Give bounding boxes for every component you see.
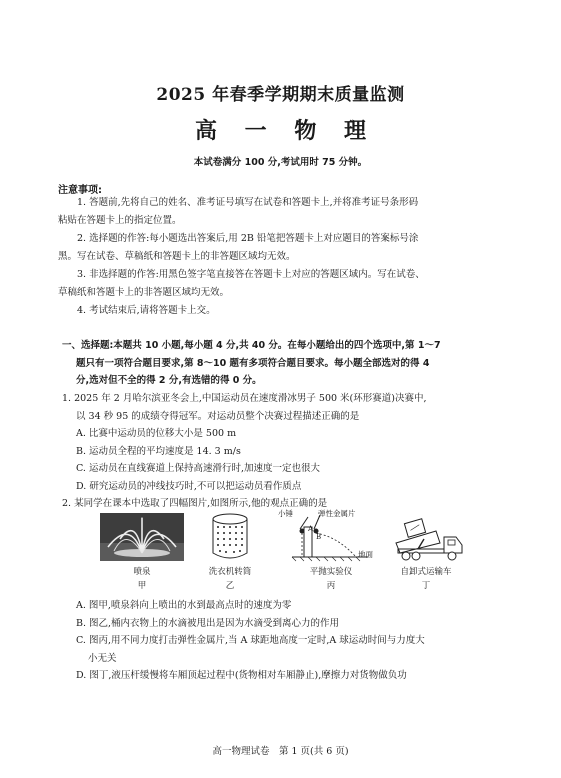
q1-stem-line-2: 以 34 秒 95 的成绩夺得冠军。对运动员整个决赛过程描述正确的是 (76, 410, 360, 422)
projectile-apparatus-label: 丙 (326, 581, 336, 591)
dump-truck-caption: 自卸式运输车 (400, 567, 452, 577)
q1-option-d: D. 研究运动员的冲线技巧时,不可以把运动员看作质点 (76, 480, 302, 492)
q2-option-a: A. 图甲,喷泉斜向上喷出的水到最高点时的速度为零 (76, 600, 292, 611)
ground-label: 地面 (358, 550, 373, 559)
fountain-figure (100, 513, 184, 561)
ball-a-label: A (308, 525, 314, 533)
notice-item-1-line-2: 粘贴在答题卡上的指定位置。 (58, 215, 182, 226)
q2-option-b: B. 图乙,桶内衣物上的水滴被甩出是因为水滴受到离心力的作用 (76, 617, 340, 629)
washer-drum-image (208, 513, 252, 565)
q1-stem-line-1: 1. 2025 年 2 月哈尔滨亚冬会上,中国运动员在速度滑冰男子 500 米(环形赛道)决赛中, (62, 393, 427, 404)
notice-item-4: 4. 考试结束后,请将答题卡上交。 (77, 305, 216, 316)
question-1 (62, 390, 512, 495)
washer-drum-label: 乙 (225, 581, 235, 591)
fountain-image (100, 513, 184, 561)
q1-option-b: B. 运动员全程的平均速度是 14. 3 m/s (76, 445, 241, 457)
notice-heading: 注意事项: (58, 185, 102, 196)
notice-list (58, 194, 510, 320)
fountain-label: 甲 (137, 581, 147, 591)
metal-plate-label: 弹性金属片 (318, 509, 356, 518)
section-1-instructions (62, 337, 514, 390)
projectile-apparatus-caption: 平抛实验仪 (309, 567, 353, 577)
subject-title: 高 一 物 理 (195, 118, 376, 144)
exam-title: 2025 年春季学期期末质量监测 (156, 85, 405, 105)
section-1-line-1: 一、选择题:本题共 10 小题,每小题 4 分,共 40 分。在每小题给出的四个选项中,第 1～7 (62, 340, 441, 351)
dump-truck-image (388, 513, 468, 563)
section-1-line-3: 分,选对但不全的得 2 分,有选错的得 0 分。 (76, 375, 262, 386)
dump-truck-figure (388, 513, 468, 563)
notice-item-2-line-1: 2. 选择题的作答:每小题选出答案后,用 2B 铅笔把答题卡上对应题目的答案标号涂 (77, 233, 419, 244)
page-footer: 高一物理试卷 第 1 页(共 6 页) (212, 746, 349, 757)
notice-item-3-line-2: 草稿纸和答题卡上的非答题区域均无效。 (58, 287, 230, 298)
notice-item-3-line-1: 3. 非选择题的作答:用黑色签字笔直接答在答题卡上对应的答题区域内。写在试卷、 (77, 269, 425, 280)
q2-option-c-line-1: C. 图丙,用不同力度打击弹性金属片,当 A 球距地高度一定时,A 球运动时间与力度大 (76, 635, 425, 646)
dump-truck-label: 丁 (421, 581, 431, 591)
q2-options (62, 597, 512, 685)
section-1-line-2: 题只有一项符合题目要求,第 8～10 题有多项符合题目要求。每小题全部选对的得 4 (76, 357, 430, 369)
notice-item-1-line-1: 1. 答题前,先将自己的姓名、准考证号填写在试卷和答题卡上,并将准考证号条形码 (77, 197, 419, 208)
hammer-label: 小锤 (278, 509, 293, 518)
q2-option-c-line-2: 小无关 (88, 652, 117, 664)
notice-item-2-line-2: 黑。写在试卷、草稿纸和答题卡上的非答题区域均无效。 (58, 251, 296, 262)
washer-drum-figure (208, 513, 252, 565)
q2-option-d: D. 图丁,液压杆缓慢将车厢顶起过程中(货物相对车厢静止),摩擦力对货物做负功 (76, 670, 407, 681)
q2-stem: 2. 某同学在课本中选取了四幅图片,如图所示,他的观点正确的是 (62, 498, 328, 509)
ball-b-label: B (316, 533, 322, 541)
q1-option-a: A. 比赛中运动员的位移大小是 500 m (76, 428, 237, 439)
q2-figures (90, 509, 480, 603)
washer-drum-caption: 洗衣机转筒 (208, 567, 252, 577)
score-time-line: 本试卷满分 100 分,考试用时 75 分钟。 (193, 157, 368, 168)
q1-option-c: C. 运动员在直线赛道上保持高速滑行时,加速度一定也很大 (76, 463, 320, 474)
fountain-caption: 喷泉 (133, 567, 151, 577)
